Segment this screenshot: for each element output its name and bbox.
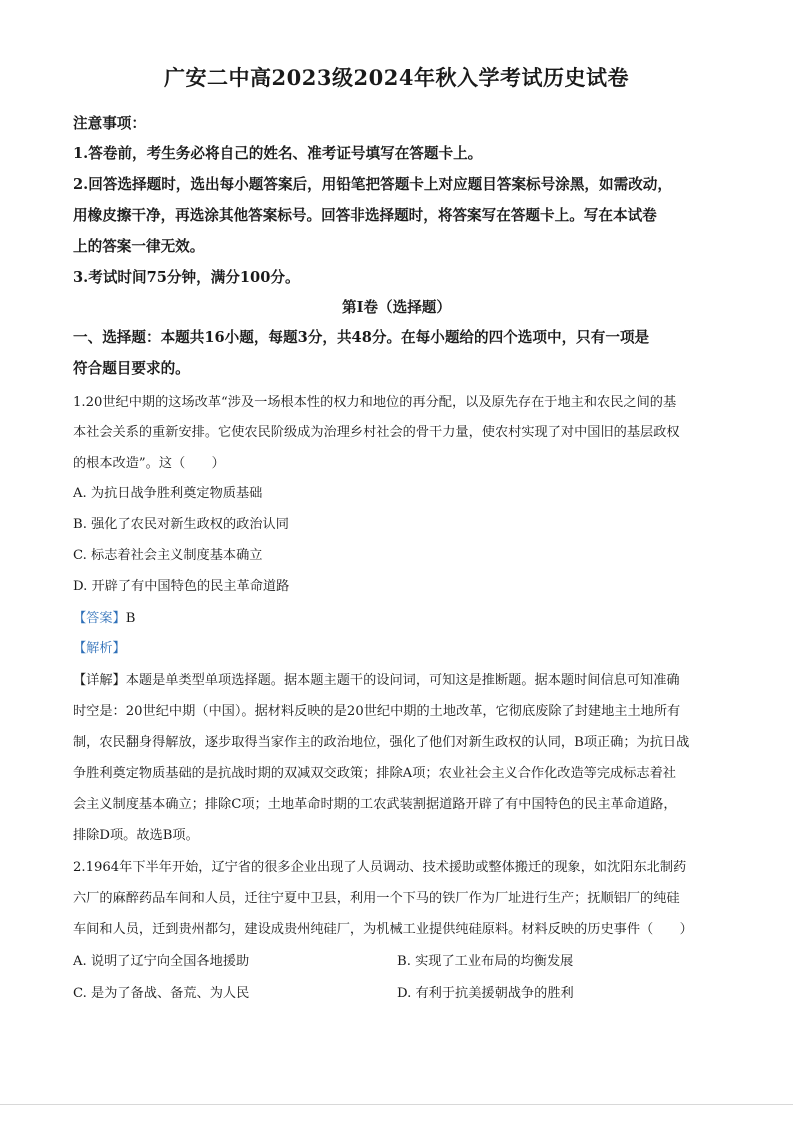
q2-stem-line-1: 2.1964年下半年开始，辽宁省的很多企业出现了人员调动、技术援助或整体搬迁的现象，如沈阳东北制药 bbox=[73, 860, 687, 875]
q1-option-b: B. 强化了农民对新生政权的政治认同 bbox=[73, 517, 289, 532]
footer-divider bbox=[0, 1104, 793, 1105]
answer-value: B bbox=[125, 611, 136, 626]
notice-line-4: 上的答案一律无效。 bbox=[73, 238, 205, 255]
q2-stem-line-3: 车间和人员，迁到贵州都匀，建设成贵州纯硅厂，为机械工业提供纯硅原料。材料反映的历史事件（ ） bbox=[73, 922, 693, 937]
q2-option-c: C. 是为了备战、备荒、为人民 bbox=[73, 986, 250, 1001]
q1-detail-line-4: 争胜利奠定物质基础的是抗战时期的双减双交政策；排除A项；农业社会主义合作化改造等完成标志着社 bbox=[73, 766, 676, 781]
q1-detail-line-1: 【详解】本题是单类型单项选择题。据本题主题干的设问词，可知这是推断题。据本题时间信息可知准确 bbox=[73, 673, 680, 688]
q2-option-a: A. 说明了辽宁向全国各地援助 bbox=[73, 954, 250, 969]
notice-line-1: 1.答卷前，考生务必将自己的姓名、准考证号填写在答题卡上。 bbox=[73, 145, 483, 162]
notice-heading: 注意事项： bbox=[73, 115, 146, 132]
q1-answer-row bbox=[73, 607, 135, 626]
q1-stem-line-3: 的根本改造”。这（ ） bbox=[73, 456, 225, 471]
notice-line-3: 用橡皮擦干净，再选涂其他答案标号。回答非选择题时，将答案写在答题卡上。写在本试卷 bbox=[73, 207, 657, 224]
q1-option-d: D. 开辟了有中国特色的民主革命道路 bbox=[73, 579, 290, 594]
part-intro-line-1: 一、选择题：本题共16小题，每题3分，共48分。在每小题给的四个选项中，只有一项是 bbox=[73, 329, 650, 346]
q1-option-a: A. 为抗日战争胜利奠定物质基础 bbox=[73, 486, 263, 501]
notice-line-2: 2.回答选择题时，选出每小题答案后，用铅笔把答题卡上对应题目答案标号涂黑，如需改动， bbox=[73, 176, 672, 193]
q1-stem-line-1: 1.20世纪中期的这场改革“涉及一场根本性的权力和地位的再分配，以及原先存在于地主和农民之间的基 bbox=[73, 395, 677, 410]
q1-stem-line-2: 本社会关系的重新安排。它使农民阶级成为治理乡村社会的骨干力量，使农村实现了对中国旧的基层政权 bbox=[73, 425, 680, 440]
q2-stem-line-2: 六厂的麻醉药品车间和人员，迁往宁夏中卫县，利用一个下马的铁厂作为厂址进行生产；抚顺铝厂的纯硅 bbox=[73, 891, 680, 906]
q1-detail-line-5: 会主义制度基本确立；排除C项；土地革命时期的工农武装割据道路开辟了有中国特色的民主革命道路， bbox=[73, 797, 677, 812]
answer-label: 【答案】 bbox=[73, 611, 126, 626]
section-title: 第Ⅰ卷（选择题） bbox=[342, 299, 451, 316]
part-intro-line-2: 符合题目要求的。 bbox=[73, 360, 190, 377]
notice-line-5: 3.考试时间75分钟，满分100分。 bbox=[73, 269, 300, 286]
q1-detail-line-2: 时空是：20世纪中期（中国）。据材料反映的是20世纪中期的土地改革，它彻底废除了封建地主土地所有 bbox=[73, 704, 681, 719]
q1-option-c: C. 标志着社会主义制度基本确立 bbox=[73, 548, 263, 563]
q2-option-d: D. 有利于抗美援朝战争的胜利 bbox=[397, 986, 574, 1001]
q1-detail-line-6: 排除D项。故选B项。 bbox=[73, 828, 199, 843]
exam-title: 广安二中高2023级2024年秋入学考试历史试卷 bbox=[164, 65, 629, 90]
analysis-label: 【解析】 bbox=[73, 641, 126, 656]
q1-detail-line-3: 制，农民翻身得解放，逐步取得当家作主的政治地位，强化了他们对新生政权的认同，B项正确；为抗日战 bbox=[73, 735, 690, 750]
q2-option-b: B. 实现了工业布局的均衡发展 bbox=[397, 954, 574, 969]
